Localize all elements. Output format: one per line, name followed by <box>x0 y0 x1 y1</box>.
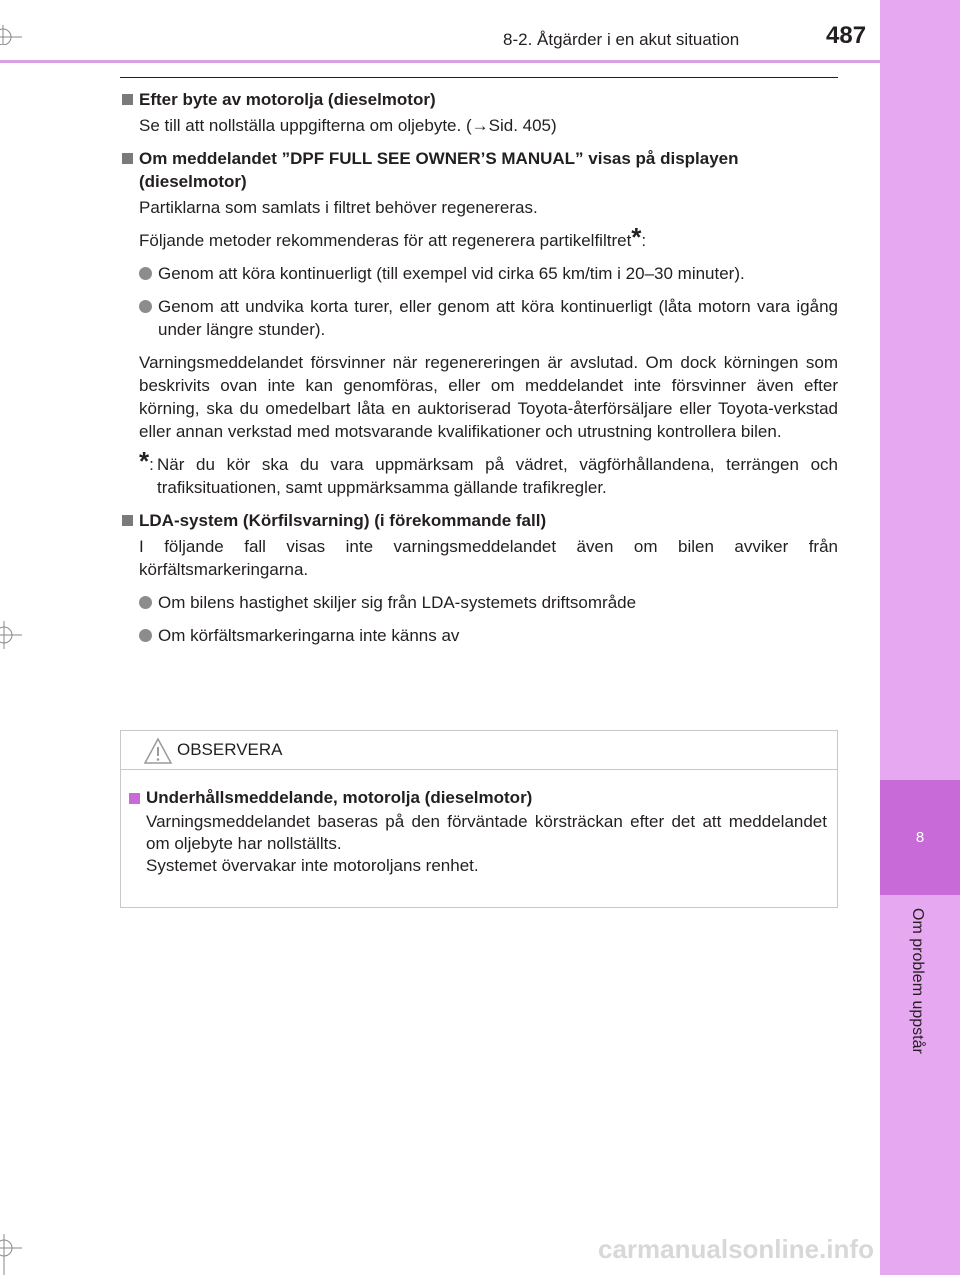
list-item-text: Om körfältsmarkeringarna inte känns av <box>158 626 460 645</box>
list-item-text: Genom att undvika korta turer, eller genom att köra kontinuerligt (låta motorn vara igång under längre stunder). <box>158 297 838 339</box>
notice-heading <box>127 787 827 809</box>
square-bullet-icon <box>122 515 133 526</box>
colon-text: : <box>641 231 647 250</box>
notice-title: OBSERVERA <box>177 740 283 759</box>
list-item <box>139 295 838 341</box>
round-bullet-icon <box>139 629 152 642</box>
main-content <box>120 88 838 657</box>
footnote <box>139 446 838 499</box>
square-bullet-icon <box>122 94 133 105</box>
list-item <box>139 624 838 647</box>
crop-mark-mid-left <box>0 615 30 655</box>
section-heading-dpf <box>120 147 838 193</box>
list-item <box>139 591 838 614</box>
section-heading-lda <box>120 509 838 532</box>
footnote-marker <box>139 446 154 476</box>
heading-text: LDA-system (Körfilsvarning) (i förekommande fall) <box>139 511 547 530</box>
round-bullet-icon <box>139 267 152 280</box>
lda-paragraph: I följande fall visas inte varningsmeddelandet även om bilen avviker från körfältsmarkeringarna. <box>139 537 838 579</box>
heading-text: Om meddelandet ”DPF FULL SEE OWNER’S MANUAL” visas på displayen (dieselmotor) <box>139 149 739 191</box>
dpf-paragraph-1: Partiklarna som samlats i filtret behöver regenereras. <box>139 198 538 217</box>
arrow-icon: → <box>471 116 489 135</box>
content-top-rule <box>120 77 838 78</box>
round-bullet-icon <box>139 300 152 313</box>
notice-heading-text: Underhållsmeddelande, motorolja (dieselmotor) <box>146 788 533 807</box>
section-title: 8-2. Åtgärder i en akut situation <box>503 30 740 49</box>
oil-reset-text: Se till att nollställa uppgifterna om oljebyte. ( <box>139 116 472 135</box>
notice-text-1: Varningsmeddelandet baseras på den förväntade körsträckan efter det att meddelandet om oljebyte har nollställts. <box>146 812 827 853</box>
chapter-title: Om problem uppstår <box>909 908 926 1054</box>
crop-mark-bottom-left <box>0 1228 30 1275</box>
notice-header <box>121 731 837 770</box>
dpf-paragraph-3: Varningsmeddelandet försvinner när regenereringen är avslutad. Om dock körningen som beskrivits ovan inte kan genomföras, eller om meddelandet inte försvinner även efter körning, ska du omedelbart låta en auktoriserad Toyota-återförsäljare eller Toyota-verkstad eller annan verkstad med motsvarande kvalifikationer och utrustning kontrollera bilen. <box>139 353 838 441</box>
dpf-paragraph-2 <box>139 222 838 252</box>
crop-mark-top-left <box>0 0 30 45</box>
notice-box <box>120 730 838 908</box>
header-divider <box>0 60 880 63</box>
colon-text: : <box>149 455 154 474</box>
section-heading-oil-change <box>120 88 838 111</box>
watermark: carmanualsonline.info <box>598 1234 874 1264</box>
list-item <box>139 262 838 285</box>
dpf-methods-text: Följande metoder rekommenderas för att regenerera partikelfiltret <box>139 231 632 250</box>
warning-triangle-icon <box>143 737 173 765</box>
round-bullet-icon <box>139 596 152 609</box>
notice-body <box>121 770 837 877</box>
asterisk-mark: * <box>631 222 642 252</box>
list-item-text: Genom att köra kontinuerligt (till exempel vid cirka 65 km/tim i 20–30 minuter). <box>158 264 745 283</box>
list-item-text: Om bilens hastighet skiljer sig från LDA-systemets driftsområde <box>158 593 637 612</box>
chapter-number: 8 <box>880 780 960 895</box>
page-number: 487 <box>826 22 867 49</box>
page-reference: Sid. 405) <box>488 116 557 135</box>
footnote-text: När du kör ska du vara uppmärksam på vädret, vägförhållandena, terrängen och trafiksituationen, samt uppmärksamma gällande trafikregler. <box>157 455 838 497</box>
square-bullet-icon <box>122 153 133 164</box>
asterisk-mark: * <box>139 446 150 476</box>
notice-text-2: Systemet övervakar inte motoroljans renhet. <box>146 856 479 875</box>
chapter-side-tab <box>880 0 960 1275</box>
square-bullet-icon <box>129 793 140 804</box>
heading-text: Efter byte av motorolja (dieselmotor) <box>139 90 436 109</box>
oil-reset-paragraph <box>139 114 838 137</box>
